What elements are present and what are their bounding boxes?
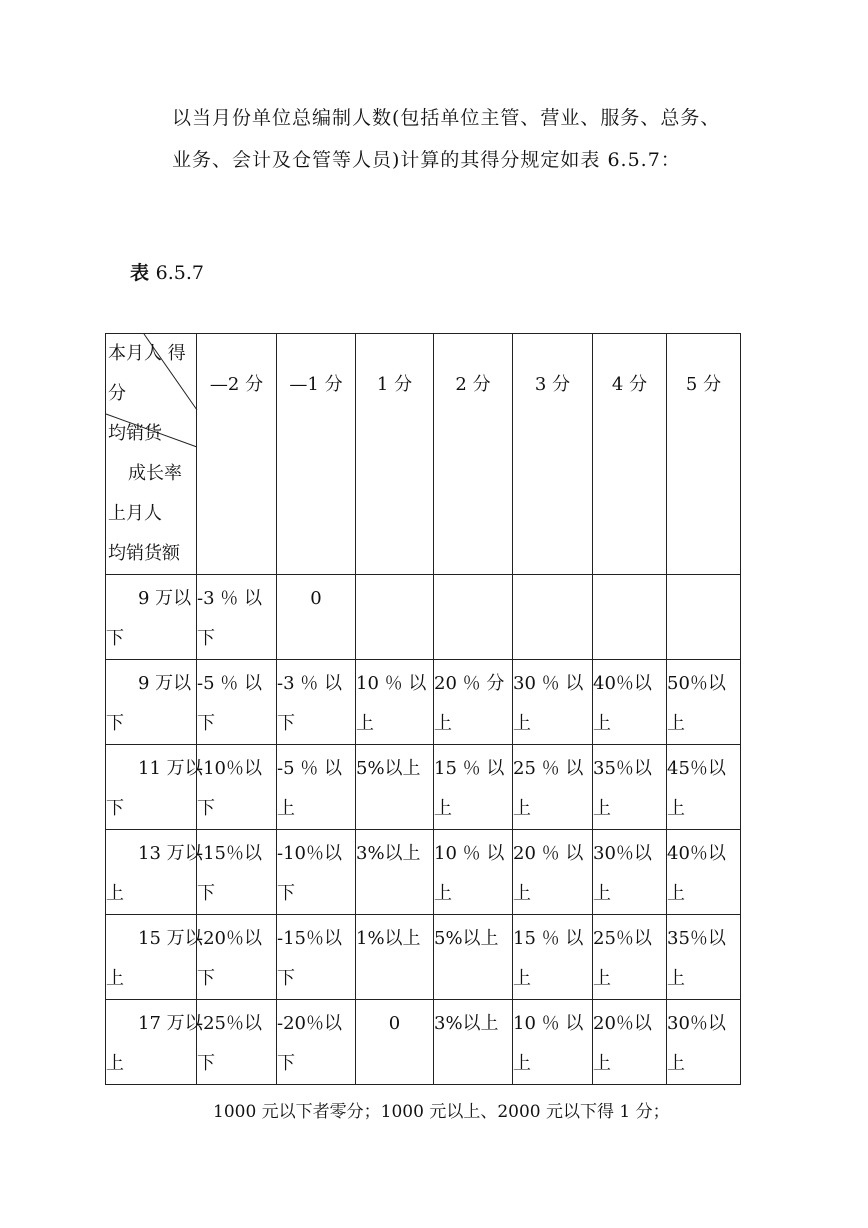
table-row <box>106 830 741 915</box>
score-table <box>105 333 741 1085</box>
score-header-cell: 2 分 <box>434 334 513 575</box>
header-row <box>106 334 741 575</box>
table-cell: -10％以 下 <box>197 745 277 830</box>
table-cell: 0 <box>356 1000 434 1085</box>
score-header-cell: —2 分 <box>197 334 277 575</box>
row-label-cell: 9 万以 下 <box>106 660 197 745</box>
table-cell: 0 <box>277 575 356 660</box>
table-cell: 10 ％ 以 上 <box>434 830 513 915</box>
table-cell: -3 ％ 以 下 <box>277 660 356 745</box>
table-cell: -20％以 下 <box>197 915 277 1000</box>
table-caption-label: 表 <box>130 262 150 284</box>
table-cell: 5%以上 <box>434 915 513 1000</box>
table-cell: 3%以上 <box>356 830 434 915</box>
corner-label-line-6: 均销货额 <box>108 543 180 564</box>
table-cell: 30 ％ 以 上 <box>513 660 593 745</box>
row-label-cell: 9 万以 下 <box>106 575 197 660</box>
table-cell: 10 ％ 以 上 <box>513 1000 593 1085</box>
table-cell: 45％以 上 <box>667 745 741 830</box>
score-header-cell: —1 分 <box>277 334 356 575</box>
table-cell: 25％以 上 <box>593 915 667 1000</box>
table-cell: -15％以 下 <box>197 830 277 915</box>
score-header-cell: 4 分 <box>593 334 667 575</box>
table-cell: 10 ％ 以 上 <box>356 660 434 745</box>
table-cell: 5%以上 <box>356 745 434 830</box>
corner-label-line-3: 均销货 <box>108 423 162 444</box>
footer-note: 1000 元以下者零分；1000 元以上、2000 元以下得 1 分； <box>213 1102 670 1122</box>
table-cell <box>593 575 667 660</box>
row-label-cell: 11 万以 下 <box>106 745 197 830</box>
table-cell: -3 ％ 以 下 <box>197 575 277 660</box>
table-caption-number: 6.5.7 <box>155 262 204 284</box>
intro-paragraph-line-2: 业务、会计及仓管等人员)计算的其得分规定如表 6.5.7： <box>172 149 681 171</box>
table-cell: 30％以 上 <box>593 830 667 915</box>
table-cell <box>513 575 593 660</box>
score-header-cell: 1 分 <box>356 334 434 575</box>
table-cell: 50％以 上 <box>667 660 741 745</box>
score-header-cell: 5 分 <box>667 334 741 575</box>
corner-label-line-1: 本月人 得 <box>108 343 186 364</box>
table-cell <box>356 575 434 660</box>
corner-label-line-2: 分 <box>108 383 126 404</box>
table-cell: 25 ％ 以 上 <box>513 745 593 830</box>
table-cell <box>667 575 741 660</box>
table-cell: 15 ％ 以 上 <box>513 915 593 1000</box>
table-cell: 35％以 上 <box>593 745 667 830</box>
table-cell: -5 ％ 以 下 <box>197 660 277 745</box>
table-caption <box>130 258 204 285</box>
table-cell: 30％以 上 <box>667 1000 741 1085</box>
corner-label-line-5: 上月人 <box>108 503 162 524</box>
table-row <box>106 575 741 660</box>
table-cell: -10％以 下 <box>277 830 356 915</box>
table-cell: 20 ％ 以 上 <box>513 830 593 915</box>
table-cell: 40％以 上 <box>667 830 741 915</box>
row-label-cell: 17 万以 上 <box>106 1000 197 1085</box>
table-cell: -5 ％ 以 上 <box>277 745 356 830</box>
table-cell: 15 ％ 以 上 <box>434 745 513 830</box>
corner-header-cell <box>106 334 197 575</box>
table-cell: 20 ％ 分 上 <box>434 660 513 745</box>
table-row <box>106 1000 741 1085</box>
intro-paragraph-line-1: 以当月份单位总编制人数(包括单位主管、营业、服务、总务、 <box>172 107 721 129</box>
table-row <box>106 915 741 1000</box>
row-label-cell: 15 万以 上 <box>106 915 197 1000</box>
table-row <box>106 745 741 830</box>
table-cell: -25％以 下 <box>197 1000 277 1085</box>
table-cell: 1%以上 <box>356 915 434 1000</box>
table-cell: 35％以 上 <box>667 915 741 1000</box>
table-cell <box>434 575 513 660</box>
corner-label-line-4: 成长率 <box>128 463 182 484</box>
table-cell: 3%以上 <box>434 1000 513 1085</box>
row-label-cell: 13 万以 上 <box>106 830 197 915</box>
table-cell: -15％以 下 <box>277 915 356 1000</box>
table-cell: 40％以 上 <box>593 660 667 745</box>
table-row <box>106 660 741 745</box>
score-header-cell: 3 分 <box>513 334 593 575</box>
table-cell: 20％以 上 <box>593 1000 667 1085</box>
table-cell: -20％以 下 <box>277 1000 356 1085</box>
